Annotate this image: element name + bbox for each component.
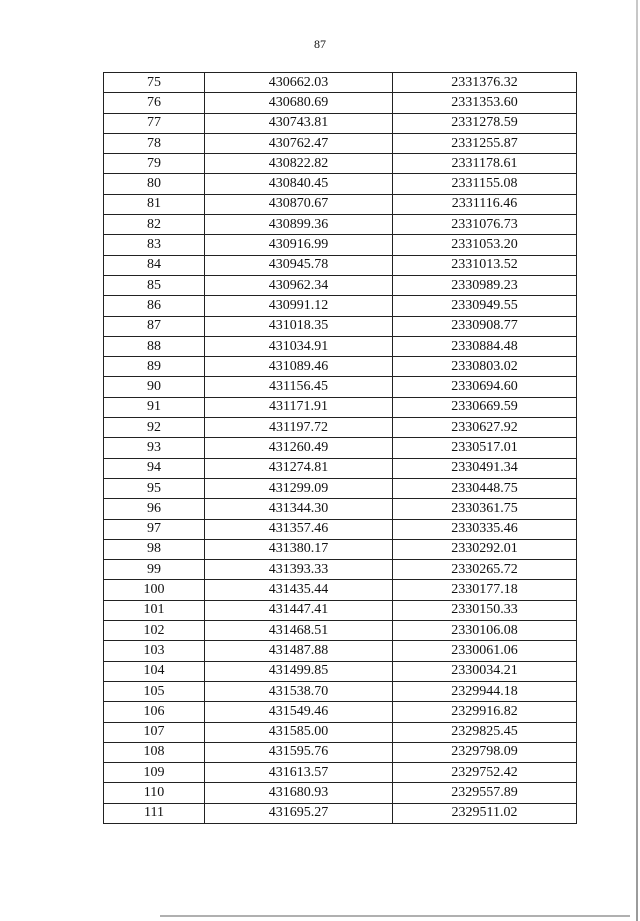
y-coordinate-cell: 2330884.48 xyxy=(393,336,577,356)
x-coordinate-cell: 431156.45 xyxy=(205,377,393,397)
table-row xyxy=(104,661,577,681)
point-number-cell: 91 xyxy=(104,397,205,417)
y-coordinate-cell: 2331278.59 xyxy=(393,113,577,133)
x-coordinate-cell: 431034.91 xyxy=(205,336,393,356)
point-number-cell: 101 xyxy=(104,600,205,620)
x-coordinate-cell: 431595.76 xyxy=(205,742,393,762)
x-coordinate-cell: 431197.72 xyxy=(205,418,393,438)
x-coordinate-cell: 431538.70 xyxy=(205,681,393,701)
y-coordinate-cell: 2330361.75 xyxy=(393,499,577,519)
table-row xyxy=(104,296,577,316)
table-row xyxy=(104,580,577,600)
y-coordinate-cell: 2330627.92 xyxy=(393,418,577,438)
table-row xyxy=(104,357,577,377)
point-number-cell: 92 xyxy=(104,418,205,438)
x-coordinate-cell: 431435.44 xyxy=(205,580,393,600)
x-coordinate-cell: 431613.57 xyxy=(205,763,393,783)
y-coordinate-cell: 2331053.20 xyxy=(393,235,577,255)
x-coordinate-cell: 431274.81 xyxy=(205,458,393,478)
point-number-cell: 75 xyxy=(104,73,205,93)
y-coordinate-cell: 2330448.75 xyxy=(393,478,577,498)
table-row xyxy=(104,397,577,417)
table-row xyxy=(104,73,577,93)
table-row xyxy=(104,113,577,133)
point-number-cell: 96 xyxy=(104,499,205,519)
x-coordinate-cell: 430840.45 xyxy=(205,174,393,194)
y-coordinate-cell: 2329916.82 xyxy=(393,702,577,722)
point-number-cell: 78 xyxy=(104,133,205,153)
scan-edge-right xyxy=(636,0,638,921)
y-coordinate-cell: 2330694.60 xyxy=(393,377,577,397)
y-coordinate-cell: 2330949.55 xyxy=(393,296,577,316)
point-number-cell: 88 xyxy=(104,336,205,356)
y-coordinate-cell: 2331013.52 xyxy=(393,255,577,275)
y-coordinate-cell: 2330061.06 xyxy=(393,641,577,661)
table-row xyxy=(104,803,577,823)
point-number-cell: 111 xyxy=(104,803,205,823)
table-row xyxy=(104,560,577,580)
point-number-cell: 98 xyxy=(104,539,205,559)
scan-edge-bottom xyxy=(160,915,630,917)
point-number-cell: 99 xyxy=(104,560,205,580)
x-coordinate-cell: 431380.17 xyxy=(205,539,393,559)
y-coordinate-cell: 2330106.08 xyxy=(393,621,577,641)
y-coordinate-cell: 2329798.09 xyxy=(393,742,577,762)
y-coordinate-cell: 2330150.33 xyxy=(393,600,577,620)
x-coordinate-cell: 431171.91 xyxy=(205,397,393,417)
point-number-cell: 87 xyxy=(104,316,205,336)
point-number-cell: 105 xyxy=(104,681,205,701)
y-coordinate-cell: 2329825.45 xyxy=(393,722,577,742)
table-row xyxy=(104,275,577,295)
point-number-cell: 94 xyxy=(104,458,205,478)
x-coordinate-cell: 430962.34 xyxy=(205,275,393,295)
x-coordinate-cell: 431260.49 xyxy=(205,438,393,458)
table-row xyxy=(104,438,577,458)
x-coordinate-cell: 431487.88 xyxy=(205,641,393,661)
point-number-cell: 84 xyxy=(104,255,205,275)
x-coordinate-cell: 430945.78 xyxy=(205,255,393,275)
point-number-cell: 95 xyxy=(104,478,205,498)
table-row xyxy=(104,418,577,438)
table-row xyxy=(104,478,577,498)
table-row xyxy=(104,702,577,722)
y-coordinate-cell: 2330803.02 xyxy=(393,357,577,377)
point-number-cell: 104 xyxy=(104,661,205,681)
table-row xyxy=(104,499,577,519)
y-coordinate-cell: 2331155.08 xyxy=(393,174,577,194)
table-row xyxy=(104,519,577,539)
y-coordinate-cell: 2330517.01 xyxy=(393,438,577,458)
y-coordinate-cell: 2330034.21 xyxy=(393,661,577,681)
x-coordinate-cell: 430762.47 xyxy=(205,133,393,153)
point-number-cell: 97 xyxy=(104,519,205,539)
table-row xyxy=(104,133,577,153)
x-coordinate-cell: 430916.99 xyxy=(205,235,393,255)
point-number-cell: 80 xyxy=(104,174,205,194)
table-row xyxy=(104,621,577,641)
point-number-cell: 100 xyxy=(104,580,205,600)
point-number-cell: 83 xyxy=(104,235,205,255)
x-coordinate-cell: 431468.51 xyxy=(205,621,393,641)
table-row xyxy=(104,336,577,356)
table-row xyxy=(104,377,577,397)
x-coordinate-cell: 430662.03 xyxy=(205,73,393,93)
point-number-cell: 82 xyxy=(104,215,205,235)
x-coordinate-cell: 431447.41 xyxy=(205,600,393,620)
table-row xyxy=(104,154,577,174)
point-number-cell: 110 xyxy=(104,783,205,803)
point-number-cell: 76 xyxy=(104,93,205,113)
table-row xyxy=(104,316,577,336)
x-coordinate-cell: 431357.46 xyxy=(205,519,393,539)
coordinates-table-body xyxy=(104,73,577,824)
x-coordinate-cell: 430680.69 xyxy=(205,93,393,113)
x-coordinate-cell: 431393.33 xyxy=(205,560,393,580)
table-row xyxy=(104,174,577,194)
table-row xyxy=(104,722,577,742)
y-coordinate-cell: 2329752.42 xyxy=(393,763,577,783)
table-row xyxy=(104,783,577,803)
point-number-cell: 93 xyxy=(104,438,205,458)
x-coordinate-cell: 431695.27 xyxy=(205,803,393,823)
x-coordinate-cell: 431344.30 xyxy=(205,499,393,519)
y-coordinate-cell: 2331376.32 xyxy=(393,73,577,93)
table-row xyxy=(104,763,577,783)
table-row xyxy=(104,539,577,559)
x-coordinate-cell: 431089.46 xyxy=(205,357,393,377)
point-number-cell: 77 xyxy=(104,113,205,133)
point-number-cell: 108 xyxy=(104,742,205,762)
y-coordinate-cell: 2329511.02 xyxy=(393,803,577,823)
table-row xyxy=(104,600,577,620)
point-number-cell: 85 xyxy=(104,275,205,295)
point-number-cell: 102 xyxy=(104,621,205,641)
table-row xyxy=(104,458,577,478)
table-row xyxy=(104,194,577,214)
x-coordinate-cell: 430822.82 xyxy=(205,154,393,174)
y-coordinate-cell: 2331116.46 xyxy=(393,194,577,214)
table-row xyxy=(104,742,577,762)
table-row xyxy=(104,93,577,113)
table-row xyxy=(104,255,577,275)
y-coordinate-cell: 2331353.60 xyxy=(393,93,577,113)
x-coordinate-cell: 431549.46 xyxy=(205,702,393,722)
y-coordinate-cell: 2330989.23 xyxy=(393,275,577,295)
y-coordinate-cell: 2330292.01 xyxy=(393,539,577,559)
table-row xyxy=(104,215,577,235)
y-coordinate-cell: 2330908.77 xyxy=(393,316,577,336)
point-number-cell: 89 xyxy=(104,357,205,377)
table-row xyxy=(104,641,577,661)
y-coordinate-cell: 2331255.87 xyxy=(393,133,577,153)
y-coordinate-cell: 2329944.18 xyxy=(393,681,577,701)
x-coordinate-cell: 430899.36 xyxy=(205,215,393,235)
x-coordinate-cell: 430870.67 xyxy=(205,194,393,214)
x-coordinate-cell: 431680.93 xyxy=(205,783,393,803)
table-row xyxy=(104,681,577,701)
x-coordinate-cell: 431499.85 xyxy=(205,661,393,681)
y-coordinate-cell: 2330335.46 xyxy=(393,519,577,539)
y-coordinate-cell: 2330265.72 xyxy=(393,560,577,580)
y-coordinate-cell: 2330491.34 xyxy=(393,458,577,478)
point-number-cell: 81 xyxy=(104,194,205,214)
x-coordinate-cell: 431018.35 xyxy=(205,316,393,336)
point-number-cell: 86 xyxy=(104,296,205,316)
y-coordinate-cell: 2330669.59 xyxy=(393,397,577,417)
point-number-cell: 79 xyxy=(104,154,205,174)
point-number-cell: 109 xyxy=(104,763,205,783)
point-number-cell: 106 xyxy=(104,702,205,722)
y-coordinate-cell: 2331178.61 xyxy=(393,154,577,174)
table-row xyxy=(104,235,577,255)
y-coordinate-cell: 2330177.18 xyxy=(393,580,577,600)
page-number: 87 xyxy=(314,37,326,51)
x-coordinate-cell: 431585.00 xyxy=(205,722,393,742)
x-coordinate-cell: 431299.09 xyxy=(205,478,393,498)
y-coordinate-cell: 2331076.73 xyxy=(393,215,577,235)
point-number-cell: 103 xyxy=(104,641,205,661)
point-number-cell: 90 xyxy=(104,377,205,397)
y-coordinate-cell: 2329557.89 xyxy=(393,783,577,803)
point-number-cell: 107 xyxy=(104,722,205,742)
x-coordinate-cell: 430991.12 xyxy=(205,296,393,316)
x-coordinate-cell: 430743.81 xyxy=(205,113,393,133)
coordinates-table xyxy=(103,72,577,824)
